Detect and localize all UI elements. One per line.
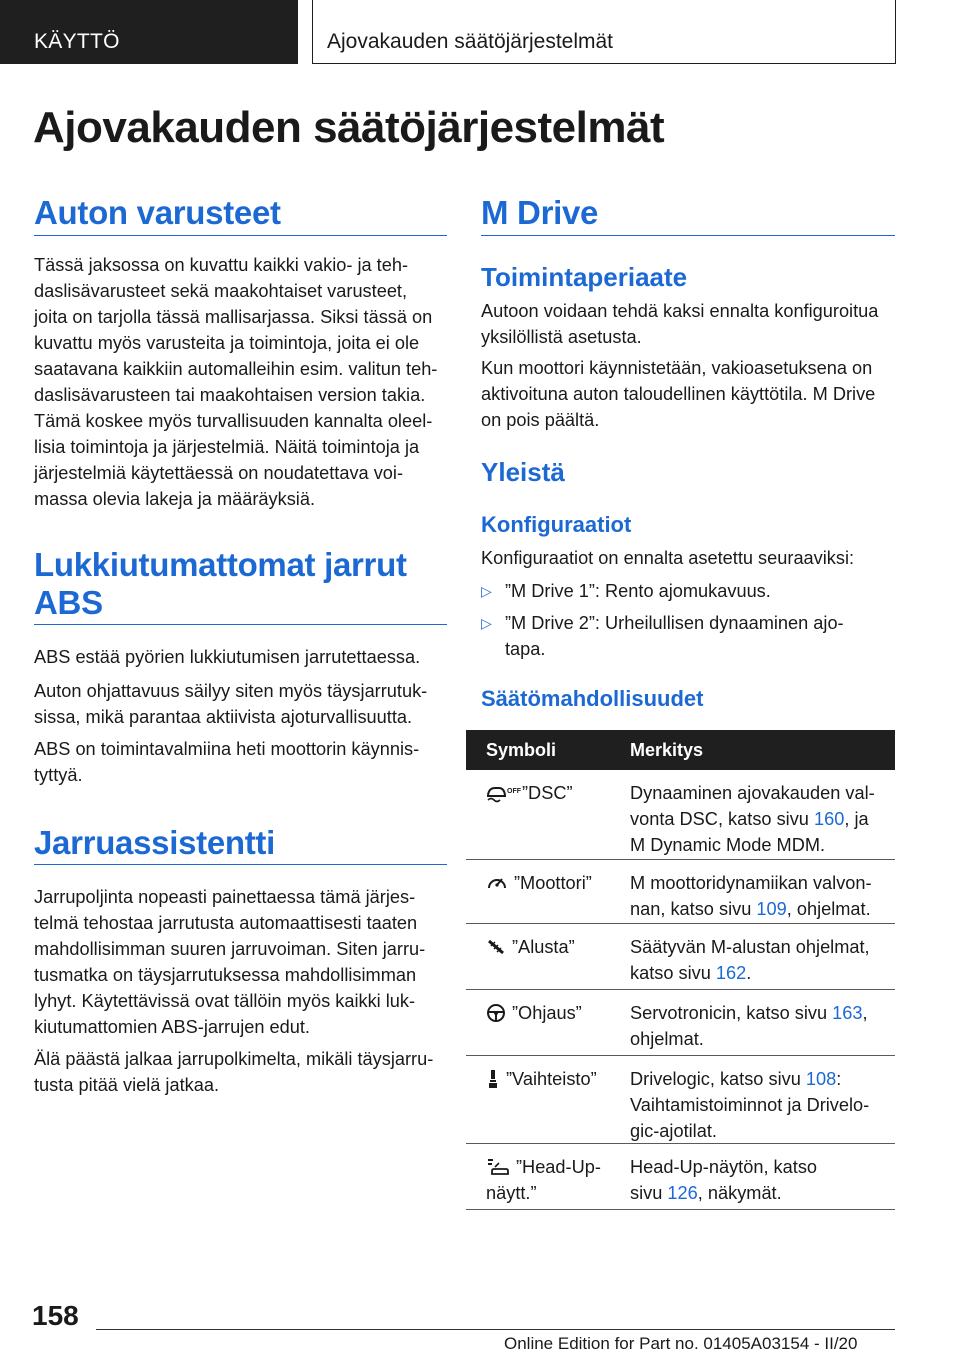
paragraph-jarru-1: Jarrupoljinta nopeasti painettaessa tämä järjes- telmä tehostaa jarrutusta automaattisesti taaten mahdollisimman suuren jarruvoiman. Siten jarru- tusmatka on täysjarrutuksessa mahdollisimman lyhyt. Käytettävissä ovat tällöin myös kaikki luk- kiutumattomien ABS-jarrujen edut. bbox=[34, 887, 426, 1037]
paragraph-toiminta-1: Autoon voidaan tehdä kaksi ennalta konfiguroitua yksilöllistä asetusta. bbox=[481, 301, 879, 347]
table-row: ”Alusta” Säätyvän M-alustan ohjelmat, katso sivu 162. bbox=[466, 924, 895, 990]
page-link[interactable]: 162 bbox=[715, 963, 747, 983]
heading-saatomahdollisuudet: Säätömahdollisuudet bbox=[481, 686, 704, 711]
table-row: ”Head-Up- näytt.” Head-Up-näytön, katso sivu 126, näkymät. bbox=[466, 1144, 895, 1210]
page-title: Ajovakauden säätöjärjestelmät bbox=[33, 103, 665, 152]
paragraph-abs-2: Auton ohjattavuus säilyy siten myös täysjarrutuk- sissa, mikä parantaa aktiivista ajoturvallisuutta. bbox=[34, 681, 428, 727]
table-row: ”Vaihteisto” Drivelogic, katso sivu 108: Vaihtamistoiminnot ja Drivelo- gic-ajotilat. bbox=[466, 1056, 895, 1144]
page-header bbox=[0, 0, 960, 64]
paragraph-abs-3: ABS on toimintavalmiina heti moottorin käynnis- tyttyä. bbox=[34, 739, 420, 785]
gearbox-icon bbox=[486, 1069, 500, 1089]
table-header bbox=[466, 730, 895, 770]
heading-rule bbox=[34, 624, 447, 625]
paragraph-toiminta-2: Kun moottori käynnistetään, vakioasetuksena on aktivoituna auton taloudellinen käyttötila. M Drive on pois päältä. bbox=[481, 358, 876, 430]
footer-rule bbox=[96, 1329, 895, 1330]
table-row: ”Moottori” M moottoridynamiikan valvon- nan, katso sivu 109, ohjelmat. bbox=[466, 860, 895, 924]
dsc-off-icon bbox=[486, 783, 521, 803]
paragraph-jarru-2: Älä päästä jalkaa jarrupolkimelta, mikäli täysjarru- tusta pitää vielä jatkaa. bbox=[34, 1049, 434, 1095]
steering-wheel-icon bbox=[486, 1003, 506, 1023]
bullet-triangle-icon: ▷ bbox=[481, 583, 492, 599]
page-link[interactable]: 160 bbox=[813, 809, 845, 829]
table-header-symbol: Symboli bbox=[486, 740, 557, 760]
page-link[interactable]: 126 bbox=[667, 1183, 698, 1203]
heading-yleista: Yleistä bbox=[481, 457, 565, 487]
section-tab: KÄYTTÖ bbox=[0, 0, 298, 64]
heading-m-drive: M Drive bbox=[481, 194, 599, 231]
paragraph-auton-varusteet: Tässä jaksossa on kuvattu kaikki vakio- ja teh- daslisävarusteet sekä maakohtaiset varusteet, joita on tarjolla tässä mallisarjassa. Siksi tässä on kuvattu myös varusteita ja toimintoja, joita ei ole saatavana kaikkiin automalleihin esim. valitun teh- daslisävarusteen tai maakohtaisen version takia. Tämä koskee myös turvallisuuden kannalta oleel- lisia toimintoja ja järjestelmiä. Näitä toimintoja ja järjestelmiä käytettäessä on noudatettava voi- massa olevia lakeja ja määräyksiä. bbox=[34, 255, 438, 509]
page-number: 158 bbox=[32, 1300, 79, 1331]
table-header-meaning: Merkitys bbox=[630, 740, 704, 760]
page-link[interactable]: 109 bbox=[756, 899, 787, 919]
paragraph-abs-1: ABS estää pyörien lukkiutumisen jarrutettaessa. bbox=[34, 647, 421, 667]
page-link[interactable]: 108 bbox=[805, 1069, 837, 1089]
paragraph-konf-intro: Konfiguraatiot on ennalta asetettu seuraaviksi: bbox=[481, 548, 855, 568]
heading-rule bbox=[34, 864, 447, 865]
engine-gauge-icon bbox=[486, 873, 508, 893]
heading-abs-line2: ABS bbox=[34, 584, 103, 621]
chapter-tab: Ajovakauden säätöjärjestelmät bbox=[312, 0, 896, 64]
table-row: OFF ”DSC” Dynaaminen ajovakauden val- vonta DSC, katso sivu 160, ja M Dynamic Mode MDM. bbox=[466, 770, 895, 860]
heading-toimintaperiaate: Toimintaperiaate bbox=[481, 262, 688, 292]
table-row: ”Ohjaus” Servotronicin, katso sivu 163, ohjelmat. bbox=[466, 990, 895, 1056]
footer-edition: Online Edition for Part no. 01405A03154 - II/20 bbox=[504, 1334, 858, 1353]
heading-rule bbox=[481, 235, 895, 236]
page-link[interactable]: 163 bbox=[832, 1003, 863, 1023]
heading-konfiguraatiot: Konfiguraatiot bbox=[481, 512, 632, 537]
heading-rule bbox=[34, 235, 447, 236]
heading-auton-varusteet: Auton varusteet bbox=[34, 194, 281, 231]
svg-text:OFF: OFF bbox=[507, 788, 521, 795]
heading-jarruassistentti: Jarruassistentti bbox=[34, 824, 275, 861]
head-up-display-icon bbox=[486, 1157, 510, 1177]
heading-abs-line1: Lukkiutumattomat jarrut bbox=[34, 546, 407, 583]
bullet-triangle-icon: ▷ bbox=[481, 615, 492, 631]
chassis-spring-icon bbox=[486, 937, 506, 957]
